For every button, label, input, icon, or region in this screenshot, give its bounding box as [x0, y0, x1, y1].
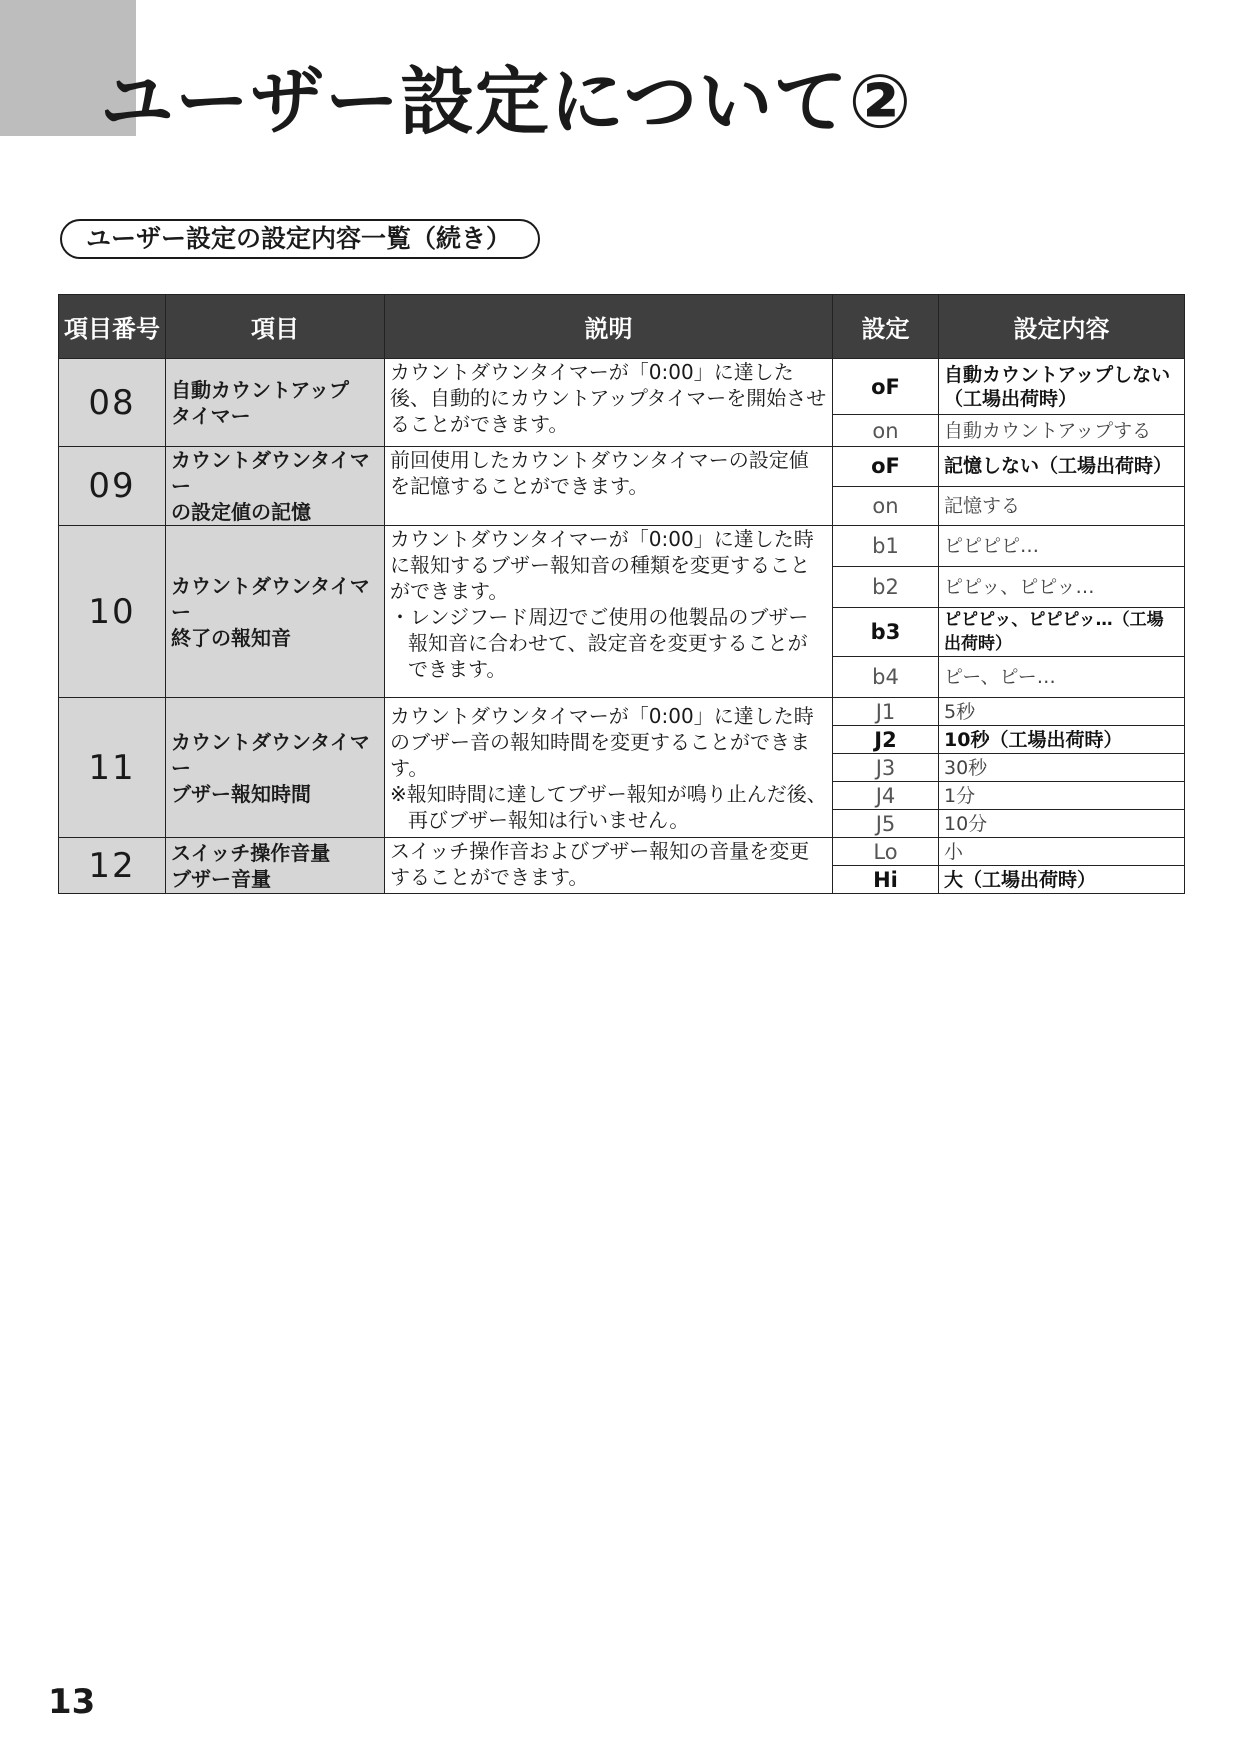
description-text: カウントダウンタイマーが「0:00」に達した時に報知するブザー報知音の種類を変更することができます。: [390, 527, 814, 603]
setting-content: 自動カウントアップしない（工場出荷時）: [939, 359, 1185, 415]
header-number: 項目番号: [59, 295, 166, 359]
setting-content: 記憶する: [939, 486, 1185, 526]
item-name-line: カウントダウンタイマー: [171, 448, 370, 498]
page-title: ユーザー設定について②: [100, 59, 913, 145]
setting-value: Lo: [833, 838, 939, 866]
setting-value: Hi: [833, 866, 939, 894]
page-number: 13: [48, 1682, 96, 1722]
item-name-line: カウントダウンタイマー: [171, 729, 370, 780]
setting-value: J4: [833, 782, 939, 810]
setting-value: J1: [833, 698, 939, 726]
description-note: ・レンジフード周辺でご使用の他製品のブザー報知音に合わせて、設定音を変更することができます。: [390, 605, 809, 681]
settings-table: [58, 294, 1185, 894]
item-name-line: ブザー報知時間: [171, 781, 311, 806]
setting-value: J2: [833, 726, 939, 754]
setting-value: b1: [833, 526, 939, 567]
item-name-line: カウントダウンタイマー: [171, 573, 370, 624]
table-row: [59, 359, 1185, 415]
item-name-line: 終了の報知音: [171, 625, 291, 650]
item-name-line: ブザー音量: [171, 866, 271, 891]
item-description: [385, 526, 833, 698]
header-description: 説明: [385, 295, 833, 359]
item-name: [166, 447, 385, 526]
table-row: [59, 526, 1185, 567]
setting-value: oF: [833, 447, 939, 487]
setting-value: b2: [833, 567, 939, 608]
setting-content: 自動カウントアップする: [939, 415, 1185, 447]
setting-content: 10分: [939, 810, 1185, 838]
setting-content: 30秒: [939, 754, 1185, 782]
setting-content: 1分: [939, 782, 1185, 810]
item-number: 12: [59, 838, 166, 894]
item-description: [385, 698, 833, 838]
table-row: [59, 698, 1185, 726]
item-description: カウントダウンタイマーが「0:00」に達した後、自動的にカウントアップタイマーを開始させることができます。: [385, 359, 833, 447]
header-item: 項目: [166, 295, 385, 359]
setting-value: b3: [833, 608, 939, 657]
setting-content: 大（工場出荷時）: [939, 866, 1185, 894]
description-text: カウントダウンタイマーが「0:00」に達した時のブザー音の報知時間を変更することができます。: [390, 703, 814, 780]
item-description: 前回使用したカウントダウンタイマーの設定値を記憶することができます。: [385, 447, 833, 526]
table-row: [59, 447, 1185, 487]
item-name: [166, 359, 385, 447]
setting-content: 5秒: [939, 698, 1185, 726]
setting-content: ピピピッ、ピピピッ…（工場出荷時）: [939, 608, 1185, 657]
setting-value: oF: [833, 359, 939, 415]
table-row: [59, 838, 1185, 866]
item-name: [166, 838, 385, 894]
item-number: 08: [59, 359, 166, 447]
item-number: 11: [59, 698, 166, 838]
setting-content: ピピッ、ピピッ…: [939, 567, 1185, 608]
item-name-line: スイッチ操作音量: [171, 840, 331, 865]
setting-content: 記憶しない（工場出荷時）: [939, 447, 1185, 487]
setting-content: ピー、ピー…: [939, 657, 1185, 698]
item-name-line: 自動カウントアップ: [171, 377, 349, 402]
setting-value: on: [833, 486, 939, 526]
setting-content: 小: [939, 838, 1185, 866]
item-name: [166, 698, 385, 838]
table-header-row: [59, 295, 1185, 359]
description-note: ※報知時間に達してブザー報知が鳴り止んだ後、再びブザー報知は行いません。: [390, 781, 827, 832]
item-number: 09: [59, 447, 166, 526]
setting-value: on: [833, 415, 939, 447]
item-name-line: タイマー: [171, 403, 251, 428]
setting-value: J5: [833, 810, 939, 838]
header-content: 設定内容: [939, 295, 1185, 359]
item-number: 10: [59, 526, 166, 698]
item-name-line: の設定値の記憶: [171, 500, 311, 524]
setting-content: 10秒（工場出荷時）: [939, 726, 1185, 754]
item-name: [166, 526, 385, 698]
item-description: スイッチ操作音およびブザー報知の音量を変更することができます。: [385, 838, 833, 894]
setting-content: ピピピピ…: [939, 526, 1185, 567]
header-setting: 設定: [833, 295, 939, 359]
setting-value: J3: [833, 754, 939, 782]
section-heading: ユーザー設定の設定内容一覧（続き）: [60, 219, 540, 259]
setting-value: b4: [833, 657, 939, 698]
